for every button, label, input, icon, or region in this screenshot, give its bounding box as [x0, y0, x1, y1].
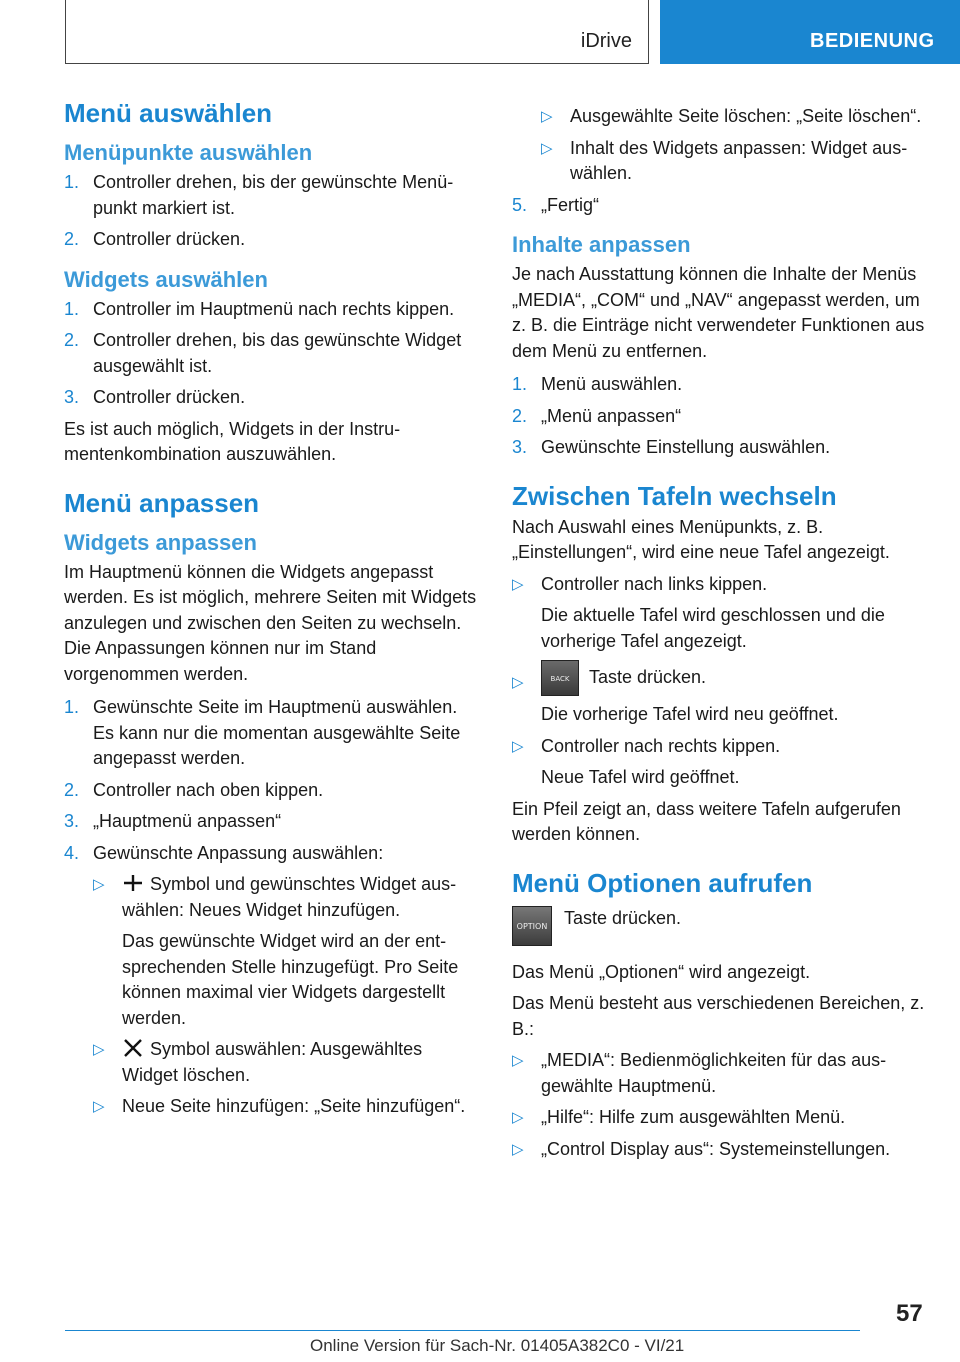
list-item: ▷ Symbol auswählen: Ausgewähltes Widget löschen. [93, 1037, 480, 1088]
left-column [64, 96, 480, 1132]
step5-list [512, 193, 928, 219]
switch-note: Ein Pfeil zeigt an, dass weitere Tafeln aufgerufen werden können. [512, 798, 901, 844]
list-item: ▷ „Control Display aus“: Systemeinstellungen. [512, 1137, 928, 1163]
header-box [65, 0, 649, 64]
triangle-bullet-icon: ▷ [541, 108, 553, 125]
header-tab: BEDIENUNG [660, 0, 960, 64]
list-item: ▷ BACK Taste drücken. Die vorherige Tafel wird neu geöffnet. [512, 660, 928, 728]
triangle-bullet-icon: ▷ [93, 876, 105, 893]
list-item: 3. Controller drücken. [64, 387, 246, 407]
list-item: ▷ Controller nach links kippen. Die aktuelle Tafel wird geschlossen und die vorherige Tafel angezeigt. [512, 572, 928, 655]
list-item: ▷ Inhalt des Widgets anpassen: Widget auswählen. [541, 136, 928, 187]
triangle-bullet-icon: ▷ [512, 674, 524, 691]
list-item: ▷ „Hilfe“: Hilfe zum ausgewählten Menü. [512, 1105, 928, 1131]
adjust-options-cont-list [512, 104, 928, 187]
list-item: 5. „Fertig“ [512, 194, 599, 215]
list-item: ▷ Controller nach rechts kippen. Neue Tafel wird geöffnet. [512, 734, 928, 791]
heading-menu-adjust: Menü anpassen [64, 487, 260, 518]
option-key-row: OPTION Taste drücken. [512, 906, 928, 946]
footer-divider [65, 1330, 860, 1331]
triangle-bullet-icon: ▷ [512, 737, 524, 755]
list-item: 4. Gewünschte Anpassung auswählen: ▷ Symbol und gewünschtes Widget auswählen: Neues Widget hinzufügen. Das gewünschte Widget wird an der entsprechenden Stelle hinzugefügt. Pro Seite können maximal vier Widgets dargestellt werden. ▷ Symbol auswählen: Ausgewähltes Widget löschen. ▷ Neue Seite hinzufügen: „Seite hinzufügen“. [64, 841, 480, 1126]
footer-text: Online Version für Sach-Nr. 01405A382C0 - VI/21 [310, 1336, 685, 1355]
triangle-bullet-icon: ▷ [541, 139, 553, 157]
page-number: 57 [896, 1300, 923, 1327]
triangle-bullet-icon: ▷ [512, 1052, 524, 1069]
triangle-bullet-icon: ▷ [512, 1140, 524, 1158]
plus-icon [122, 874, 144, 892]
menupoints-list [64, 170, 480, 253]
triangle-bullet-icon: ▷ [512, 1109, 524, 1126]
heading-menu-select: Menü auswählen [64, 98, 273, 128]
right-column [512, 104, 928, 1168]
options-areas-list [512, 1048, 928, 1162]
adjust-options-list [93, 872, 480, 1120]
list-item: 2. „Menü anpassen“ [512, 405, 682, 426]
content-steps-list [512, 372, 928, 461]
options-shown: Das Menü „Optionen“ wird angezeigt. [512, 961, 811, 982]
switch-intro: Nach Auswahl eines Menüpunkts, z. B. „Einstellungen“, wird eine neue Tafel angezeigt. [512, 516, 890, 562]
heading-content-adjust: Inhalte anpassen [512, 232, 691, 257]
options-consists: Das Menü besteht aus verschiedenen Bereichen, z. B.: [512, 993, 925, 1039]
widgets-note: Es ist auch möglich, Widgets in der Instrumentenkombination auszuwählen. [64, 418, 401, 464]
header-section: iDrive [580, 30, 632, 52]
back-key-icon: BACK [541, 660, 579, 696]
switch-list [512, 572, 928, 791]
heading-menupoints: Menüpunkte auswählen [64, 140, 313, 165]
adjust-steps-list [64, 695, 480, 1126]
list-item: 2. Controller nach oben kippen. [64, 779, 324, 800]
option-key-icon: OPTION [512, 906, 552, 946]
list-item: 2. Controller drehen, bis das gewünschte Widget ausgewählt ist. [64, 330, 462, 376]
list-item: 3. Gewünschte Einstellung auswählen. [512, 437, 831, 457]
heading-switch-panels: Zwischen Tafeln wechseln [512, 480, 837, 511]
triangle-bullet-icon: ▷ [512, 575, 524, 593]
widgets-adjust-intro: Im Hauptmenü können die Widgets angepasst werden. Es ist möglich, mehrere Seiten mit Widgets anzulegen und zwischen den Seiten zu wechseln. Die Anpassungen können nur im Stand vorgenommen werden. [64, 561, 477, 684]
list-item: ▷ Ausgewählte Seite löschen: „Seite löschen“. [541, 104, 928, 130]
widgets-select-list [64, 297, 480, 411]
heading-options-menu: Menü Optionen aufrufen [512, 867, 813, 898]
page-header [0, 0, 960, 66]
list-item: ▷ Symbol und gewünschtes Widget auswählen: Neues Widget hinzufügen. Das gewünschte Widget wird an der entsprechenden Stelle hinzugefügt. Pro Seite können maximal vier Widgets dargestellt werden. [93, 872, 480, 1031]
list-item: 1. Controller im Hauptmenü nach rechts kippen. [64, 298, 455, 319]
triangle-bullet-icon: ▷ [93, 1041, 105, 1058]
triangle-bullet-icon: ▷ [93, 1098, 105, 1115]
list-item: 3. „Hauptmenü anpassen“ [64, 811, 282, 831]
heading-widgets-select: Widgets auswählen [64, 266, 268, 292]
close-icon [122, 1039, 144, 1057]
list-item: 1. Gewünschte Seite im Hauptmenü auswählen. Es kann nur die momentan ausgewählte Seite angepasst werden. [64, 697, 461, 768]
heading-widgets-adjust: Widgets anpassen [64, 529, 257, 555]
list-item: ▷ „MEDIA“: Bedienmöglichkeiten für das ausgewählte Hauptmenü. [512, 1048, 928, 1099]
list-item: ▷ Neue Seite hinzufügen: „Seite hinzufügen“. [93, 1094, 480, 1120]
list-item: 1. Menü auswählen. [512, 374, 683, 394]
content-intro: Je nach Ausstattung können die Inhalte der Menüs „MEDIA“, „COM“ und „NAV“ angepasst werden, um z. B. die Einträge nicht verwendeter Funktionen aus dem Menü zu entfernen. [512, 264, 925, 361]
list-item: 2. Controller drücken. [64, 229, 246, 249]
list-item: 1. Controller drehen, bis der gewünschte Menüpunkt markiert ist. [64, 172, 454, 218]
